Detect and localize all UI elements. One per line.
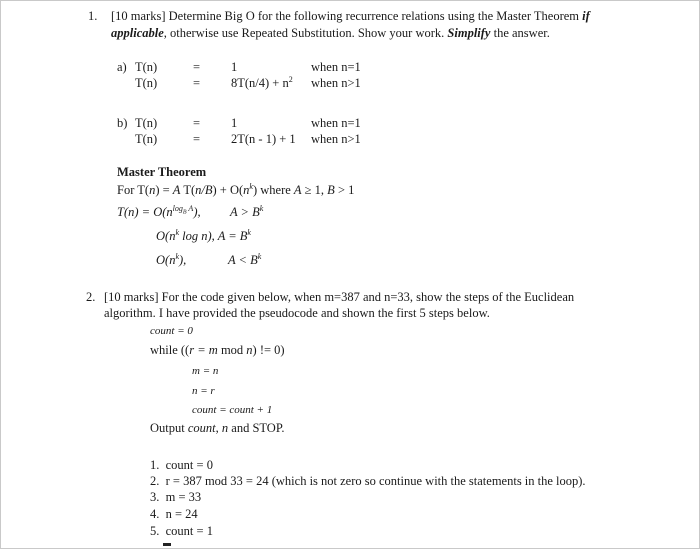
part-b-row-2-cond: when n>1 <box>311 132 361 146</box>
part-b-row-1-rhs: 1 <box>231 116 238 130</box>
part-b-row-1-lhs: T(n) <box>135 116 158 130</box>
master-theorem-statement: For T(n) = A $T(n/B) + O(n^k)$ where A ≥ 1, B > 1 <box>117 181 355 197</box>
part-a-row-1-eq: = <box>193 60 201 74</box>
list-item: 5. count = 1 <box>150 524 213 538</box>
part-a-row-1-rhs: 1 <box>231 60 238 74</box>
list-item: 4. n = 24 <box>150 507 198 521</box>
part-b-row-2-eq: = <box>193 132 201 146</box>
master-case-1-condition: $A > B^k$ <box>230 203 264 219</box>
code-assign-m: m = n <box>192 365 219 377</box>
question-1-line-2: applicable, otherwise use Repeated Substitution. Show your work. Simplify the answer. <box>111 26 550 40</box>
part-a-row-1-cond: when n=1 <box>311 60 361 74</box>
code-increment-count: count = count + 1 <box>192 404 273 416</box>
part-b-label: b) <box>117 116 128 130</box>
part-b-row-1-eq: = <box>193 116 201 130</box>
question-2-line-1: [10 marks] For the code given below, when m=387 and n=33, show the steps of the Euclidean <box>104 290 575 304</box>
master-case-1: $T(n) = O(n^{log_B A})$, <box>117 203 201 219</box>
master-case-2: $O(n^k$ log n), $A = B^k$ <box>156 227 251 243</box>
part-b-row-2-lhs: T(n) <box>135 132 158 146</box>
code-assign-n: n = r <box>192 385 215 397</box>
list-item: 2. r = 387 mod 33 = 24 (which is not zero so continue with the statements in the loop). <box>150 474 586 488</box>
part-b-row-1-cond: when n=1 <box>311 116 361 130</box>
part-a-row-2-rhs: $8T(n/4) + n^2$ <box>231 74 293 90</box>
part-a-row-2-cond: when n>1 <box>311 76 361 90</box>
list-item: 3. m = 33 <box>150 490 202 504</box>
part-a-row-2-eq: = <box>193 76 201 90</box>
code-output: Output count, n and STOP. <box>150 421 285 435</box>
question-1-line-1: [10 marks] Determine Big O for the following recurrence relations using the Master Theorem if <box>111 9 590 23</box>
part-a-label: a) <box>117 60 127 74</box>
master-theorem-title: Master Theorem <box>117 165 207 179</box>
list-item: 1. count = 0 <box>150 458 213 472</box>
master-case-3: $O(n^k)$, <box>156 251 187 267</box>
question-1-number: 1. <box>88 9 98 23</box>
question-2-number: 2. <box>86 290 96 304</box>
master-case-3-condition: $A < B^k$ <box>228 251 262 267</box>
code-while: while ((r = m mod n) != 0) <box>150 343 285 357</box>
cropped-text-fragment <box>163 543 171 546</box>
part-b-row-2-rhs: 2T(n - 1) + 1 <box>231 132 296 146</box>
part-a-row-1-lhs: T(n) <box>135 60 158 74</box>
part-a-row-2-lhs: T(n) <box>135 76 158 90</box>
code-init: count = 0 <box>150 325 193 337</box>
question-2-line-2: algorithm. I have provided the pseudocode and shown the first 5 steps below. <box>104 306 490 320</box>
